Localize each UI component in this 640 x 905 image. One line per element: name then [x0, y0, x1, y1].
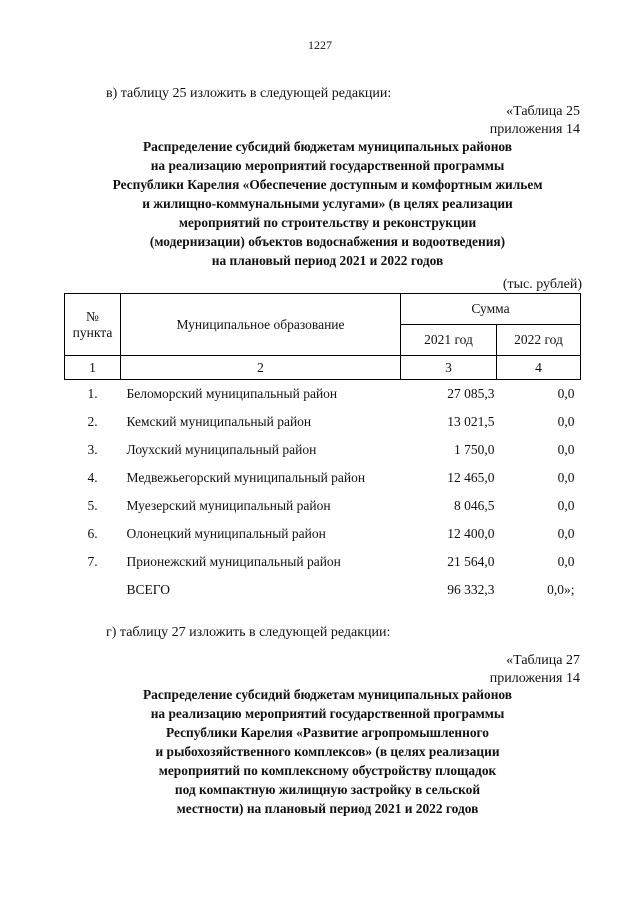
- column-number: 2: [121, 356, 401, 380]
- table-27-heading: [70, 685, 585, 818]
- row-value-2022: 0,0: [557, 470, 575, 485]
- row-municipality: Медвежьегорский муниципальный район: [126, 470, 366, 485]
- total-label: ВСЕГО: [126, 582, 170, 597]
- heading-line: на реализацию мероприятий государственной программы: [150, 706, 505, 721]
- row-value-2022: 0,0: [557, 414, 575, 429]
- heading-line: и рыбохозяйственного комплексов» (в целях реализации: [155, 744, 500, 759]
- header-sum: Сумма: [401, 294, 581, 325]
- table-27-ref-line2: приложения 14: [489, 671, 580, 686]
- column-number: 3: [401, 356, 497, 380]
- table-25-heading: [70, 137, 585, 270]
- heading-line: (модернизации) объектов водоснабжения и водоотведения): [149, 234, 506, 249]
- row-value-2021: 21 564,0: [447, 554, 495, 569]
- heading-line: Распределение субсидий бюджетам муниципальных районов: [142, 687, 513, 702]
- table-row: [65, 464, 581, 492]
- row-value-2021: 27 085,3: [447, 386, 495, 401]
- row-number: 4.: [87, 470, 98, 485]
- row-municipality: Кемский муниципальный район: [126, 414, 312, 429]
- heading-line: и жилищно-коммунальными услугами» (в целях реализации: [142, 196, 513, 211]
- row-municipality: Прионежский муниципальный район: [126, 554, 341, 569]
- row-value-2022: 0,0: [557, 498, 575, 513]
- page-number: 1227: [308, 38, 332, 52]
- heading-line: на плановый период 2021 и 2022 годов: [211, 253, 444, 268]
- table-25-reference: [490, 103, 580, 139]
- table-total-row: [65, 576, 581, 604]
- row-value-2022: 0,0: [557, 442, 575, 457]
- row-value-2021: 1 750,0: [454, 442, 495, 457]
- row-value-2021: 12 465,0: [447, 470, 495, 485]
- heading-line: Республики Карелия «Обеспечение доступным и комфортным жильем: [112, 177, 543, 192]
- row-number: 2.: [87, 414, 98, 429]
- header-2022: 2022 год: [497, 325, 581, 356]
- subsidy-table-25: [64, 293, 580, 604]
- row-value-2022: 0,0: [557, 526, 575, 541]
- row-number: 3.: [87, 442, 98, 457]
- heading-line: на реализацию мероприятий государственной программы: [150, 158, 505, 173]
- heading-line: мероприятий по комплексному обустройству площадок: [158, 763, 497, 778]
- row-value-2021: 12 400,0: [447, 526, 495, 541]
- column-number: 4: [497, 356, 581, 380]
- total-value-2022: 0,0»;: [547, 582, 575, 597]
- table-25-ref-line1: «Таблица 25: [506, 104, 580, 119]
- table-row: [65, 548, 581, 576]
- table-27-ref-line1: «Таблица 27: [506, 653, 580, 668]
- heading-line: местности) на плановый период 2021 и 2022 годов: [176, 801, 479, 816]
- row-municipality: Олонецкий муниципальный район: [126, 526, 326, 541]
- table-row: [65, 436, 581, 464]
- row-municipality: Лоухский муниципальный район: [126, 442, 317, 457]
- table-row: [65, 380, 581, 409]
- column-number: 1: [65, 356, 121, 380]
- total-value-2021: 96 332,3: [447, 582, 495, 597]
- table-row: [65, 408, 581, 436]
- row-municipality: Беломорский муниципальный район: [126, 386, 338, 401]
- section-g-intro: г) таблицу 27 изложить в следующей редакции:: [106, 625, 391, 640]
- row-number: 5.: [87, 498, 98, 513]
- row-value-2021: 8 046,5: [454, 498, 495, 513]
- header-item-number: № пункта: [65, 294, 121, 356]
- header-2021: 2021 год: [401, 325, 497, 356]
- header-municipality: Муниципальное образование: [121, 294, 401, 356]
- row-value-2022: 0,0: [557, 386, 575, 401]
- row-value-2022: 0,0: [557, 554, 575, 569]
- row-value-2021: 13 021,5: [447, 414, 495, 429]
- row-municipality: Муезерский муниципальный район: [126, 498, 331, 513]
- table-27-reference: [490, 652, 580, 688]
- section-v-intro: в) таблицу 25 изложить в следующей редакции:: [106, 86, 392, 101]
- heading-line: Республики Карелия «Развитие агропромышленного: [165, 725, 489, 740]
- row-number: [65, 576, 121, 604]
- table-row: [65, 492, 581, 520]
- table-row: [65, 520, 581, 548]
- heading-line: Распределение субсидий бюджетам муниципальных районов: [142, 139, 513, 154]
- table-25-ref-line2: приложения 14: [489, 122, 580, 137]
- row-number: 1.: [87, 386, 98, 401]
- heading-line: под компактную жилищную застройку в сельской: [174, 782, 481, 797]
- unit-note: (тыс. рублей): [502, 277, 582, 292]
- heading-line: мероприятий по строительству и реконструкции: [178, 215, 477, 230]
- row-number: 7.: [87, 554, 98, 569]
- row-number: 6.: [87, 526, 98, 541]
